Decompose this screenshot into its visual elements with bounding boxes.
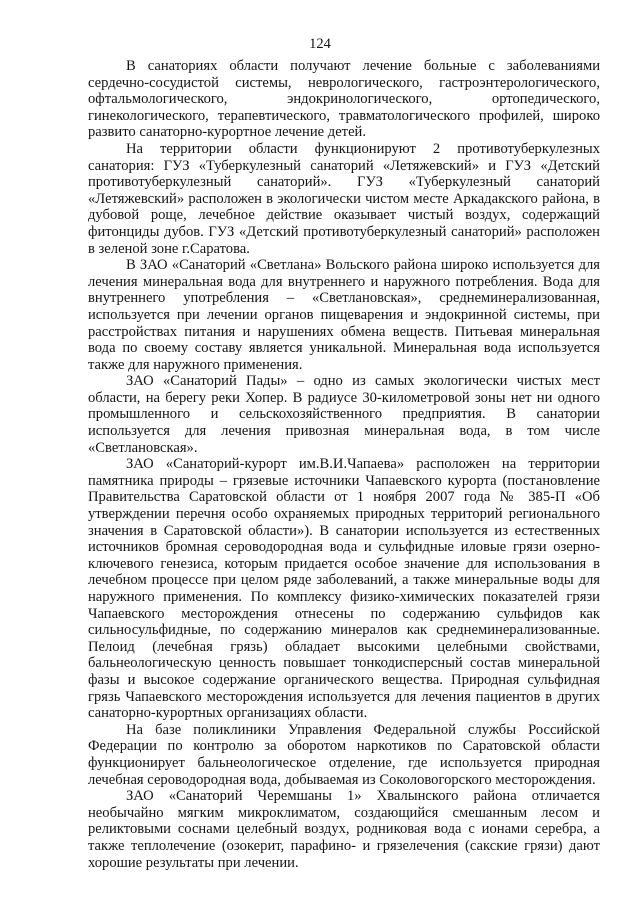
paragraph-svetlana-sanatorium: В ЗАО «Санаторий «Светлана» Вольского района широко используется для лечения минеральная вода для внутреннего и наружного потребления. Вода для внутреннего употребления – «Светлановская», среднеминерализованная, используется при лечении органов пищеварения и эндокринной системы, при расстройствах питания и нарушениях обмена веществ. Питьевая минеральная вода по своему составу является уникальной. Минеральная вода используется также для наружного применения. xyxy=(88,257,600,373)
paragraph-treatment-profiles: В санаториях области получают лечение больные с заболеваниями сердечно-сосудистой системы, неврологического, гастроэнтерологического, офтальмологического, эндокринологического, ортопедического, гинекологического, терапевтического, травматологического профилей, широко развито санаторно-курортное лечение детей. xyxy=(88,58,600,141)
document-body xyxy=(88,58,600,871)
paragraph-tuberculosis-sanatoriums: На территории области функционируют 2 противотуберкулезных санатория: ГУЗ «Туберкулезный санаторий «Летяжевский» и ГУЗ «Детский противотуберкулезный санаторий». ГУЗ «Туберкулезный санаторий «Летяжевский» расположен в экологически чистом месте Аркадакского района, в дубовой роще, лечебное действие оказывает чистый воздух, содержащий фитонциды дубов. ГУЗ «Детский противотуберкулезный санаторий» расположен в зеленой зоне г.Саратова. xyxy=(88,140,600,257)
paragraph-balneology-department: На базе поликлиники Управления Федеральной службы Российской Федерации по контролю за оборотом наркотиков по Саратовской области функционирует бальнеологическое отделение, где используется природная лечебная сероводородная вода, добываемая из Соколовогорского месторождения. xyxy=(88,721,600,788)
paragraph-pady-sanatorium: ЗАО «Санаторий Пады» – одно из самых экологически чистых мест области, на берегу реки Хопер. В радиусе 30-километровой зоны нет ни одного промышленного и сельскохозяйственного предприятия. В санатории используется для лечения привозная минеральная вода, в том числе «Светлановская». xyxy=(88,373,600,456)
paragraph-chapaev-resort: ЗАО «Санаторий-курорт им.В.И.Чапаева» расположен на территории памятника природы – грязевые источники Чапаевского курорта (постановление Правительства Саратовской области от 1 ноября 2007 года № 385-П «Об утверждении перечня особо охраняемых природных территорий регионального значения в Саратовской области»). В санатории используется из естественных источников бромная сероводородная вода и сульфидные иловые грязи озерно-ключевого генезиса, которым придается особое значение для использования в лечебном процессе при целом ряде заболеваний, а также минеральные воды для наружного применения. По комплексу физико-химических показателей грязи Чапаевского месторождения отнесены по содержанию сульфидов как сильносульфидные, по содержанию минералов как среднеминерализованные. Пелоид (лечебная грязь) обладает высокими целебными свойствами, бальнеологическую ценность повышает тонкодисперсный состав минеральной фазы и высокое содержание органического вещества. Природная сульфидная грязь Чапаевского месторождения используется для лечения пациентов в других санаторно-курортных организациях области. xyxy=(88,456,600,722)
paragraph-cheremshany-sanatorium: ЗАО «Санаторий Черемшаны 1» Хвалынского района отличается необычайно мягким микроклиматом, создающийся смешанным лесом и реликтовыми соснами целебный воздух, родниковая вода с ионами серебра, а также теплолечение (озокерит, парафино- и грязелечения (сакские грязи) дают хорошие результаты при лечении. xyxy=(88,788,600,871)
page-number: 124 xyxy=(309,36,331,52)
